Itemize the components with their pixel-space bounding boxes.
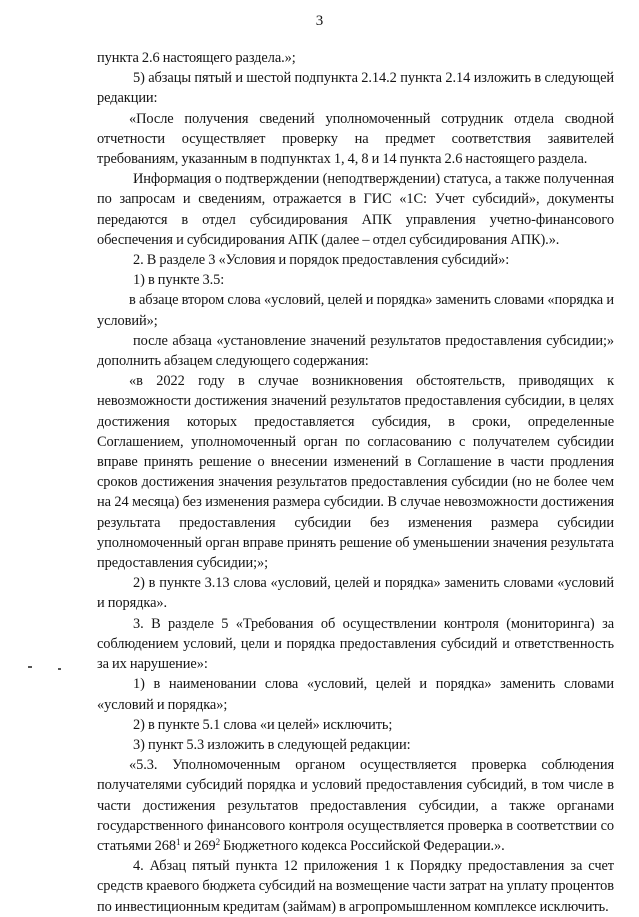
- paragraph: «в 2022 году в случае возникновения обстоятельств, приводящих к невозможности достижения значений результатов предоставления субсидии, в целях достижения которых предоставляется субсидия, в сроки, определенные Соглашением, уполномоченный орган по согласованию с получателем субсидии вправе принять решение о внесении изменений в Соглашение в части продления сроков достижения значения результатов предоставления субсидии (но не более чем на 24 месяца) без изменения размера субсидии. В случае невозможности достижения результата предоставления субсидии без изменения размера субсидии уполномоченный орган вправе принять решение об уменьшении значения результата предоставления субсидии;»;: [97, 373, 614, 572]
- paragraph-text: «5.3. Уполномоченным органом осуществляется проверка соблюдения получателями субсидий порядка и условий предоставления субсидий, в том числе в части достижения результатов предоставления субсидии, а также органами государственного финансового контроля осуществляется проверка в соответствии со статьями 268: [97, 757, 614, 854]
- paragraph: 2) в пункте 5.1 слова «и целей» исключить;: [133, 716, 393, 733]
- paragraph: 4. Абзац пятый пункта 12 приложения 1 к Порядку предоставления за счет средств краевого бюджета субсидий на возмещение части затрат на уплату процентов по инвестиционным кредитам (займам) в агропромышленном комплексе исключить.: [97, 858, 614, 915]
- paragraph: 2. В разделе 3 «Условия и порядок предоставления субсидий»:: [133, 252, 510, 269]
- paragraph: [97, 755, 614, 856]
- paragraph: 1) в пункте 3.5:: [133, 272, 225, 289]
- page-number: 3: [315, 13, 324, 29]
- paragraph: в абзаце втором слова «условий, целей и порядка» заменить словами «порядка и условий»;: [97, 292, 614, 329]
- paragraph: 3) пункт 5.3 изложить в следующей редакции:: [133, 736, 411, 753]
- paragraph-text: Бюджетного кодекса Российской Федерации.».: [220, 837, 505, 854]
- superscript: 2: [215, 836, 221, 847]
- paragraph: 5) абзацы пятый и шестой подпункта 2.14.2 пункта 2.14 изложить в следующей редакции:: [97, 70, 614, 107]
- superscript: 1: [175, 836, 181, 847]
- paragraph: после абзаца «установление значений результатов предоставления субсидии;» дополнить абзацем следующего содержания:: [97, 332, 614, 370]
- paragraph-text: и 269: [180, 837, 216, 854]
- document-body: [97, 48, 614, 917]
- paragraph: «После получения сведений уполномоченный сотрудник отдела сводной отчетности осуществляет проверку на предмет соответствия заявителей требованиям, указанным в подпунктах 1, 4, 8 и 14 пункта 2.6 настоящего раздела.: [97, 110, 614, 168]
- scan-mark: [58, 668, 61, 670]
- paragraph: 3. В разделе 5 «Требования об осуществлении контроля (мониторинга) за соблюдением условий, цели и порядка предоставления субсидий и ответственность за их нарушение»:: [97, 615, 614, 673]
- paragraph: Информация о подтверждении (неподтверждении) статуса, а также полученная по запросам и сведениям, отражается в ГИС «1С: Учет субсидий», документы передаются в отдел субсидирования АПК управления учетно-финансового обеспечения и субсидирования АПК (далее – отдел субсидирования АПК).».: [97, 171, 614, 248]
- paragraph: пункта 2.6 настоящего раздела.»;: [97, 50, 296, 66]
- scan-mark: [28, 666, 32, 668]
- paragraph: 2) в пункте 3.13 слова «условий, целей и порядка» заменить словами «условий и порядка».: [97, 575, 614, 612]
- paragraph: 1) в наименовании слова «условий, целей и порядка» заменить словами «условий и порядка»;: [97, 676, 614, 713]
